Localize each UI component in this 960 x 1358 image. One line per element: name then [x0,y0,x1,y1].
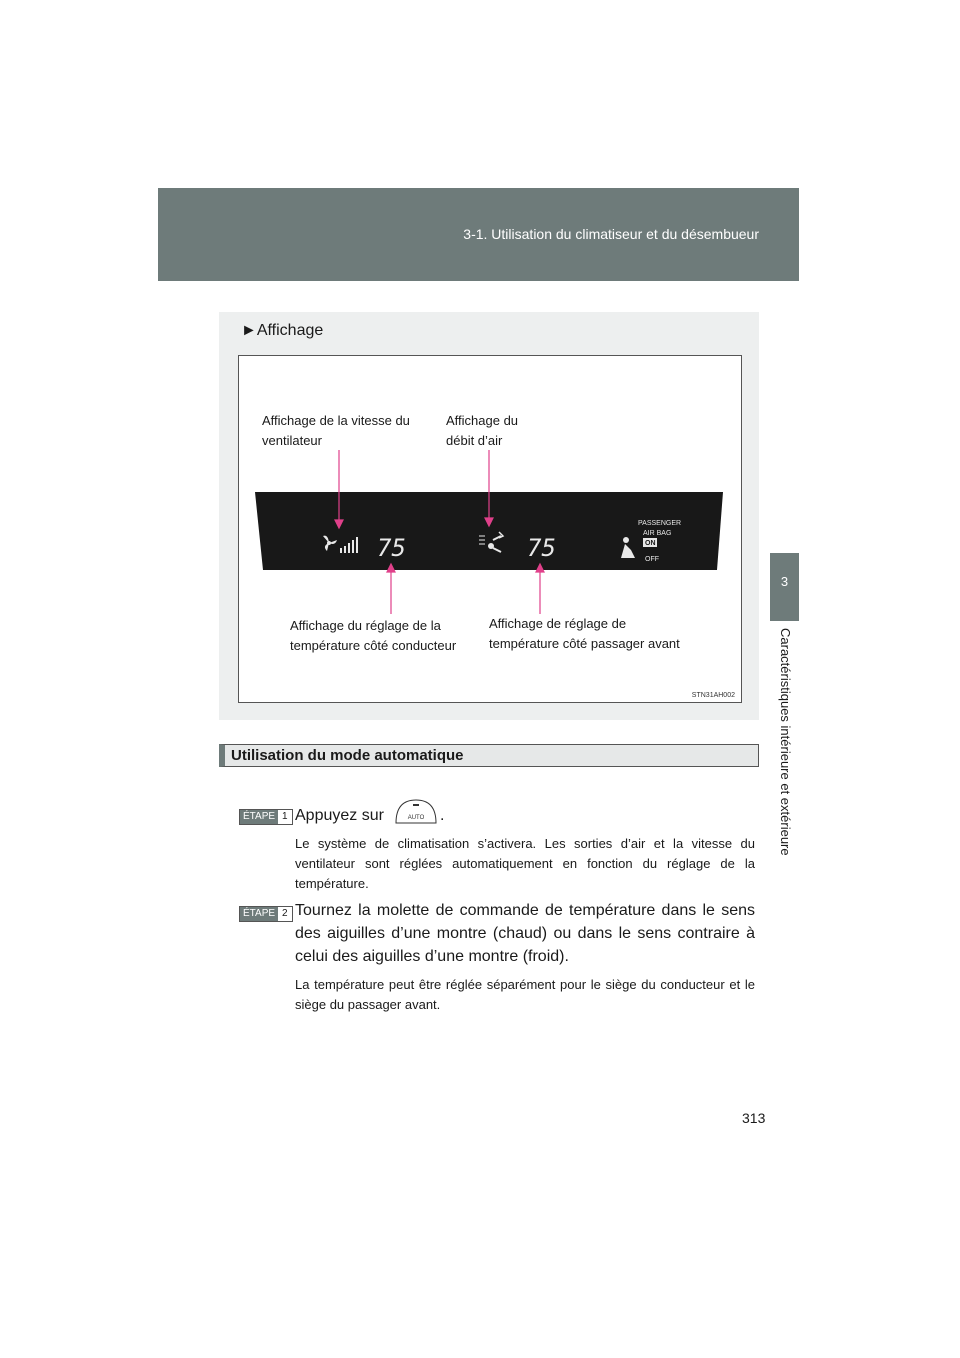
step-1-title: Appuyez sur [295,807,384,824]
passenger-temp-digits: 75 [527,534,556,562]
step-badge-2: ÉTAPE 2 [239,906,293,922]
section-heading: Utilisation du mode automatique [219,744,759,767]
driver-temp-digits: 75 [377,534,406,562]
callout-airflow: Affichage du débit d’air [446,413,519,448]
chapter-header [158,188,799,281]
airbag-on-label: ON [645,540,656,547]
step-1-body: Le système de climatisation s’activera. Les sorties d’air et la vitesse du ventilateur sont réglées automatiquement en fonction du réglage de la température. [295,836,755,891]
step-1-title-end: . [440,807,445,824]
display-illustration [238,355,742,703]
callout-driver-temp: Affichage du réglage de la température côté conducteur [290,618,457,653]
auto-button-icon [394,798,438,824]
figure-code: STN31AH002 [691,692,735,699]
step-2-title: Tournez la molette de commande de température dans le sens des aiguilles d’une montre (chaud) ou dans le sens contraire à celui des aiguilles d’une montre (froid). [295,902,755,965]
step-badge-1: ÉTAPE 1 [239,809,293,825]
callout-passenger-temp: Affichage de réglage de température côté passager avant [489,616,680,651]
figure-panel [219,312,759,720]
chapter-tab: 3 [770,553,799,621]
chapter-title: Caractéristiques intérieure et extérieure [778,628,793,856]
airbag-label-airbag: AIR BAG [643,530,672,537]
callout-fan-speed: Affichage de la vitesse du ventilateur [262,413,410,448]
airbag-off-label: OFF [645,556,659,563]
svg-text:AUTO: AUTO [407,815,425,821]
climate-display-panel [255,492,723,572]
section-breadcrumb: 3-1. Utilisation du climatiseur et du désembueur [463,226,759,242]
airbag-label-passenger: PASSENGER [638,520,682,527]
figure-heading: ►Affichage [241,322,324,339]
step-2-body: La température peut être réglée séparément pour le siège du conducteur et le siège du passager avant. [295,977,755,1012]
page-number: 313 [742,1110,766,1126]
